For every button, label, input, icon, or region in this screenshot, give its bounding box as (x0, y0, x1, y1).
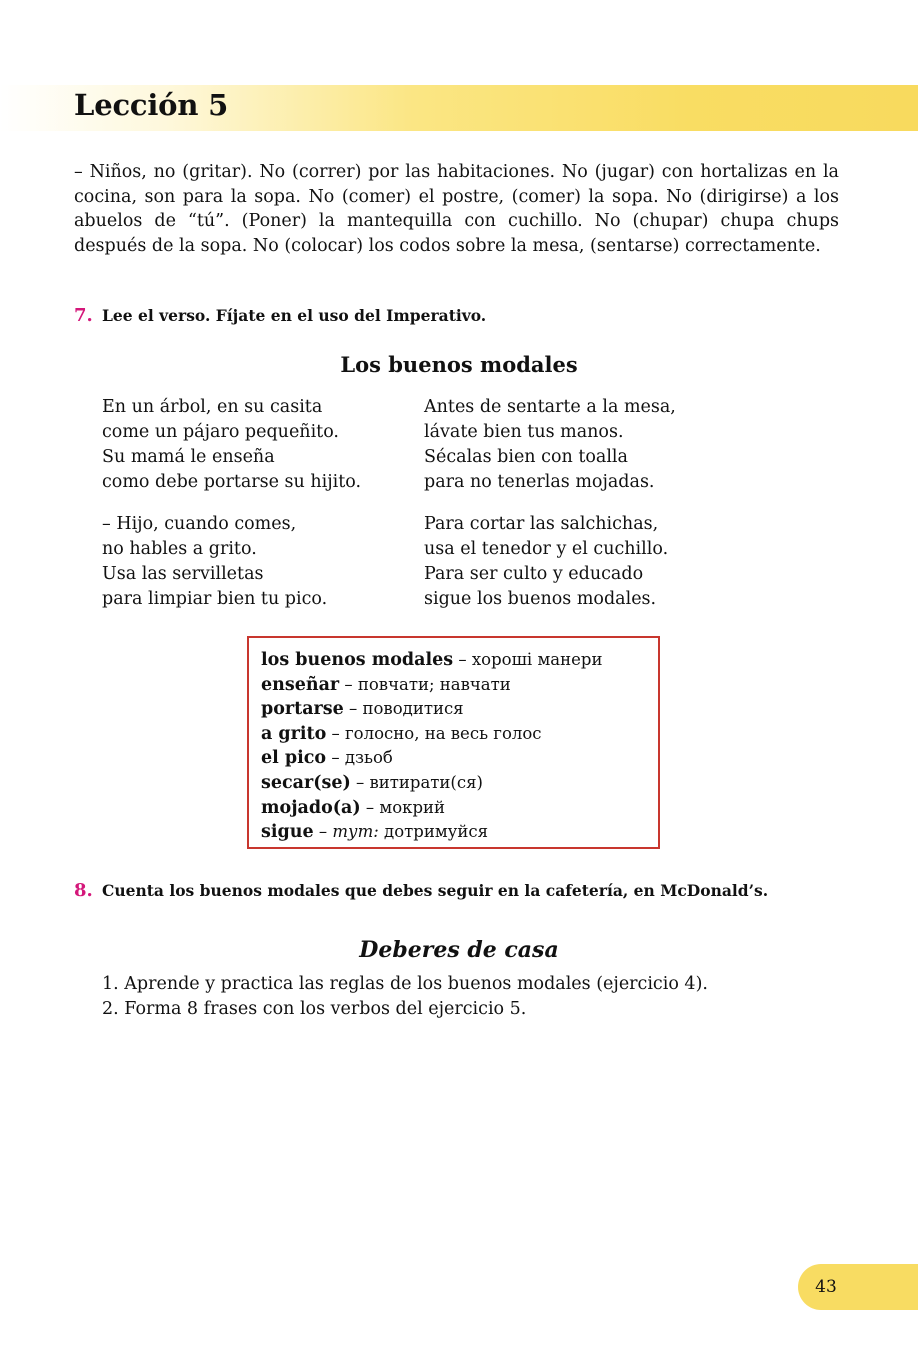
poem-stanza (424, 395, 676, 495)
vocab-translation: – поводитися (343, 699, 464, 719)
vocab-translation: – витирати(ся) (350, 772, 483, 792)
vocab-translation: – хороші манери (453, 650, 603, 669)
exercise-number: 8. (74, 880, 93, 901)
poem-line: Para ser culto y educado (424, 564, 644, 584)
vocab-term: mojado(a) (261, 797, 361, 818)
poem-line: Para cortar las salchichas, (424, 514, 659, 534)
intro-paragraph: – Niños, no (gritar). No (correr) por las habitaciones. No (jugar) con hortalizas en la cocina, son para la sopa. No (comer) el postre, (comer) la sopa. No (dirigirse) a los abuelos de “tú”. (Poner) la mantequilla con cuchillo. No (chupar) chupa chups después de la sopa. No (colocar) los codos sobre la mesa, (sentarse) correctamente. (74, 162, 839, 256)
vocab-term: sigue (261, 822, 314, 843)
lesson-title: Lección 5 (74, 88, 229, 122)
vocab-translation: – повчати; навчати (339, 674, 511, 694)
poem-line: Sécalas bien con toalla (424, 447, 628, 467)
vocab-entry (261, 648, 658, 673)
page-number: 43 (815, 1277, 837, 1297)
poem-line: sigue los buenos modales. (424, 589, 657, 609)
poem-line: come un pájaro pequeñito. (102, 422, 339, 442)
vocab-term: secar(se) (261, 772, 351, 793)
vocab-translation: – голосно, на весь голос (326, 723, 542, 743)
vocab-entry (261, 673, 658, 698)
vocab-term: los buenos modales (261, 650, 454, 670)
homework-list (102, 972, 708, 1021)
vocab-note: тут: (332, 822, 379, 842)
poem-line: para limpiar bien tu pico. (102, 589, 328, 609)
poem-line: Antes de sentarte a la mesa, (424, 397, 676, 417)
poem-stanza (102, 512, 327, 612)
exercise-7 (74, 305, 486, 326)
exercise-number: 7. (74, 305, 93, 326)
vocab-term: enseñar (261, 674, 340, 695)
vocab-entry (261, 820, 658, 845)
vocab-term: el pico (261, 748, 327, 769)
vocab-term: portarse (261, 699, 344, 720)
homework-title: Deberes de casa (359, 937, 559, 963)
exercise-instruction: Lee el verso. Fíjate en el uso del Imperativo. (102, 306, 487, 325)
poem-line: no hables a grito. (102, 539, 257, 559)
vocab-translation: – дзьоб (326, 748, 393, 768)
poem-line: Usa las servilletas (102, 564, 264, 584)
poem-title: Los buenos modales (340, 352, 578, 377)
homework-item: 1. Aprende y practica las reglas de los buenos modales (ejercicio 4). (102, 974, 708, 994)
poem-line: En un árbol, en su casita (102, 397, 323, 417)
homework-item: 2. Forma 8 frases con los verbos del ejercicio 5. (102, 998, 527, 1019)
exercise-instruction: Cuenta los buenos modales que debes seguir en la cafetería, en McDonald’s. (102, 881, 769, 900)
exercise-8 (74, 880, 768, 901)
vocab-translation: – мокрий (360, 797, 446, 817)
poem-stanza (424, 512, 668, 612)
poem-line: lávate bien tus manos. (424, 422, 624, 442)
vocab-entry (261, 722, 658, 747)
poem-stanza (102, 395, 361, 495)
vocab-translation: – (313, 822, 333, 842)
poem-line: – Hijo, cuando comes, (102, 514, 297, 534)
poem-line: como debe portarse su hijito. (102, 472, 362, 492)
vocab-term: a grito (261, 723, 327, 744)
vocab-entry (261, 746, 658, 771)
poem-line: Su mamá le enseña (102, 447, 275, 467)
vocab-entry (261, 771, 658, 796)
vocab-entry (261, 796, 658, 821)
vocabulary-box (247, 636, 660, 849)
poem-line: para no tenerlas mojadas. (424, 472, 655, 492)
vocab-translation: дотримуйся (378, 822, 489, 842)
vocab-entry (261, 697, 658, 722)
poem-line: usa el tenedor y el cuchillo. (424, 539, 669, 559)
